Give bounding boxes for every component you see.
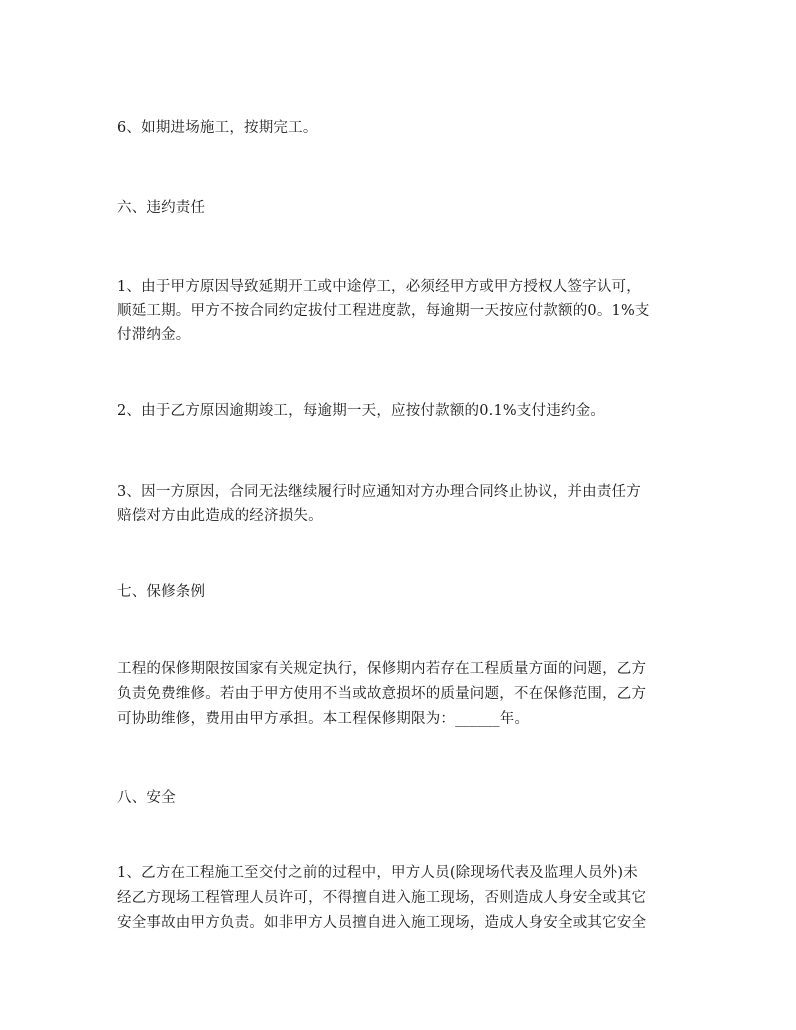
liability-clause-2: 2、由于乙方原因逾期竣工，每逾期一天，应按付款额的0.1%支付违约金。	[117, 403, 606, 419]
safety-clause-1-line-1: 1、乙方在工程施工至交付之前的过程中，甲方人员(除现场代表及监理人员外)未	[117, 865, 638, 881]
warranty-paragraph-line-1: 工程的保修期限按国家有关规定执行，保修期内若存在工程质量方面的问题，乙方	[117, 661, 647, 677]
section-heading-warranty: 七、保修条例	[117, 584, 206, 600]
liability-clause-3-line-2: 赔偿对方由此造成的经济损失。	[117, 508, 323, 524]
liability-clause-3-line-1: 3、因一方原因，合同无法继续履行时应通知对方办理合同终止协议，并由责任方	[117, 484, 641, 500]
clause-6-completion: 6、如期进场施工，按期完工。	[117, 120, 318, 136]
safety-clause-1-line-3: 安全事故由甲方负责。如非甲方人员擅自进入施工现场，造成人身安全或其它安全	[117, 915, 647, 931]
section-heading-safety: 八、安全	[117, 790, 176, 806]
warranty-paragraph-line-2: 负责免费维修。若由于甲方使用不当或故意损坏的质量问题，不在保修范围，乙方	[117, 686, 647, 702]
liability-clause-1-line-3: 付滞纳金。	[117, 327, 191, 343]
liability-clause-1-line-1: 1、由于甲方原因导致延期开工或中途停工，必须经甲方或甲方授权人签字认可，	[117, 279, 641, 295]
liability-clause-1-line-2: 顺延工期。甲方不按合同约定拔付工程进度款，每逾期一天按应付款额的0。1%支	[117, 303, 650, 319]
section-heading-liability: 六、违约责任	[117, 200, 206, 216]
warranty-paragraph-line-3: 可协助维修，费用由甲方承担。本工程保修期限为：______年。	[117, 711, 530, 727]
safety-clause-1-line-2: 经乙方现场工程管理人员许可，不得擅自进入施工现场，否则造成人身安全或其它	[117, 890, 647, 906]
